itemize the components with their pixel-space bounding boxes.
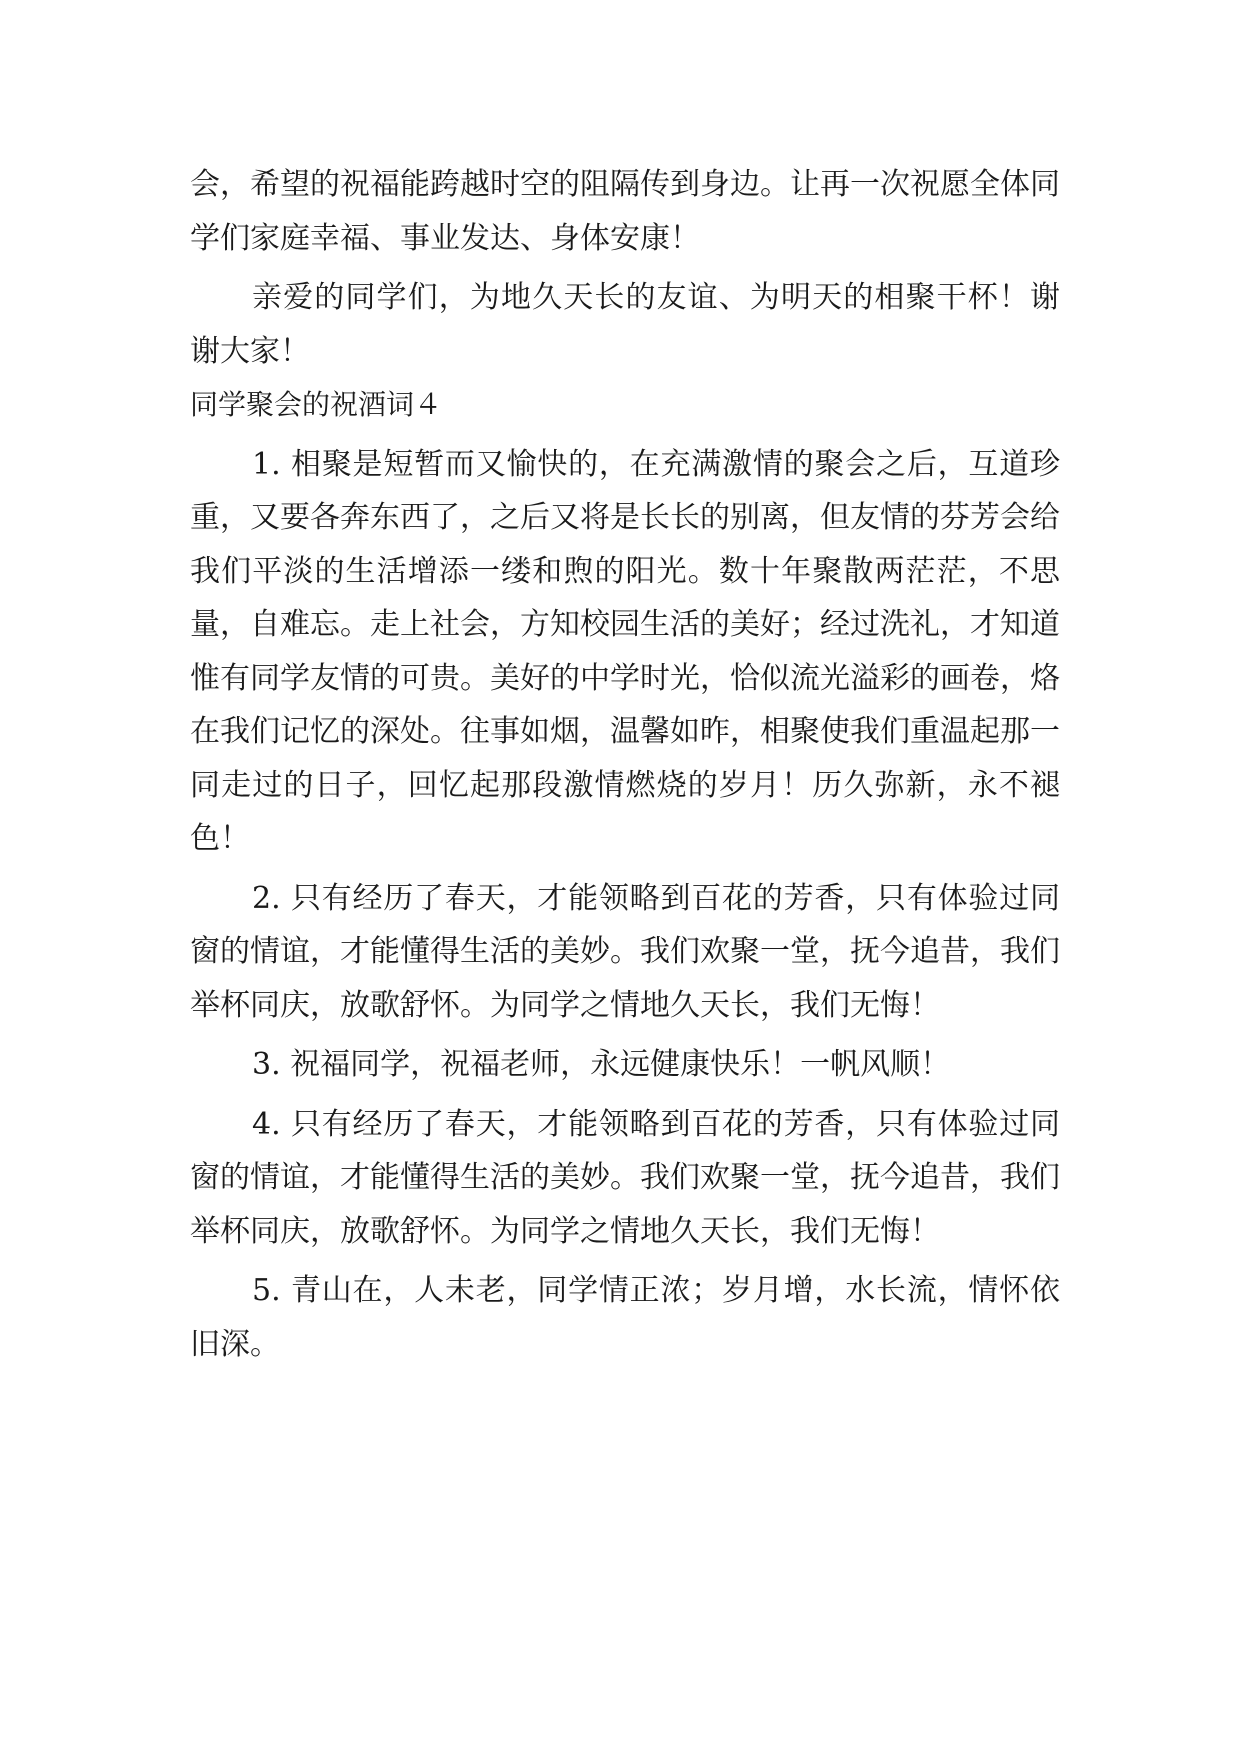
list-item: 4. 只有经历了春天，才能领略到百花的芳香，只有体验过同窗的情谊，才能懂得生活的美妙。我们欢聚一堂，抚今追昔，我们举杯同庆，放歌舒怀。为同学之情地久天长，我们无悔！: [190, 1106, 1060, 1249]
list-item: 3. 祝福同学，祝福老师，永远健康快乐！一帆风顺！: [252, 1047, 951, 1082]
document-body: [190, 158, 1060, 1371]
list-item: 1. 相聚是短暂而又愉快的，在充满激情的聚会之后，互道珍重，又要各奔东西了，之后又将是长长的别离，但友情的芬芳会给我们平淡的生活增添一缕和煦的阳光。数十年聚散两茫茫，不思量，自难忘。走上社会，方知校园生活的美好；经过洗礼，才知道惟有同学友情的可贵。美好的中学时光，恰似流光溢彩的画卷，烙在我们记忆的深处。往事如烟，温馨如昨，相聚使我们重温起那一同走过的日子，回忆起那段激情燃烧的岁月！历久弥新，永不褪色！: [190, 446, 1060, 856]
list-item: 5. 青山在，人未老，同学情正浓；岁月增，水长流，情怀依旧深。: [190, 1273, 1060, 1362]
toast-paragraph: 亲爱的同学们，为地久天长的友谊、为明天的相聚干杯！谢谢大家！: [190, 280, 1060, 369]
continuation-paragraph: 会，希望的祝福能跨越时空的阻隔传到身边。让再一次祝愿全体同学们家庭幸福、事业发达、身体安康！: [190, 167, 1060, 256]
section-title: 同学聚会的祝酒词４: [190, 388, 443, 421]
list-item: 2. 只有经历了春天，才能领略到百花的芳香，只有体验过同窗的情谊，才能懂得生活的美妙。我们欢聚一堂，抚今追昔，我们举杯同庆，放歌舒怀。为同学之情地久天长，我们无悔！: [190, 880, 1060, 1023]
